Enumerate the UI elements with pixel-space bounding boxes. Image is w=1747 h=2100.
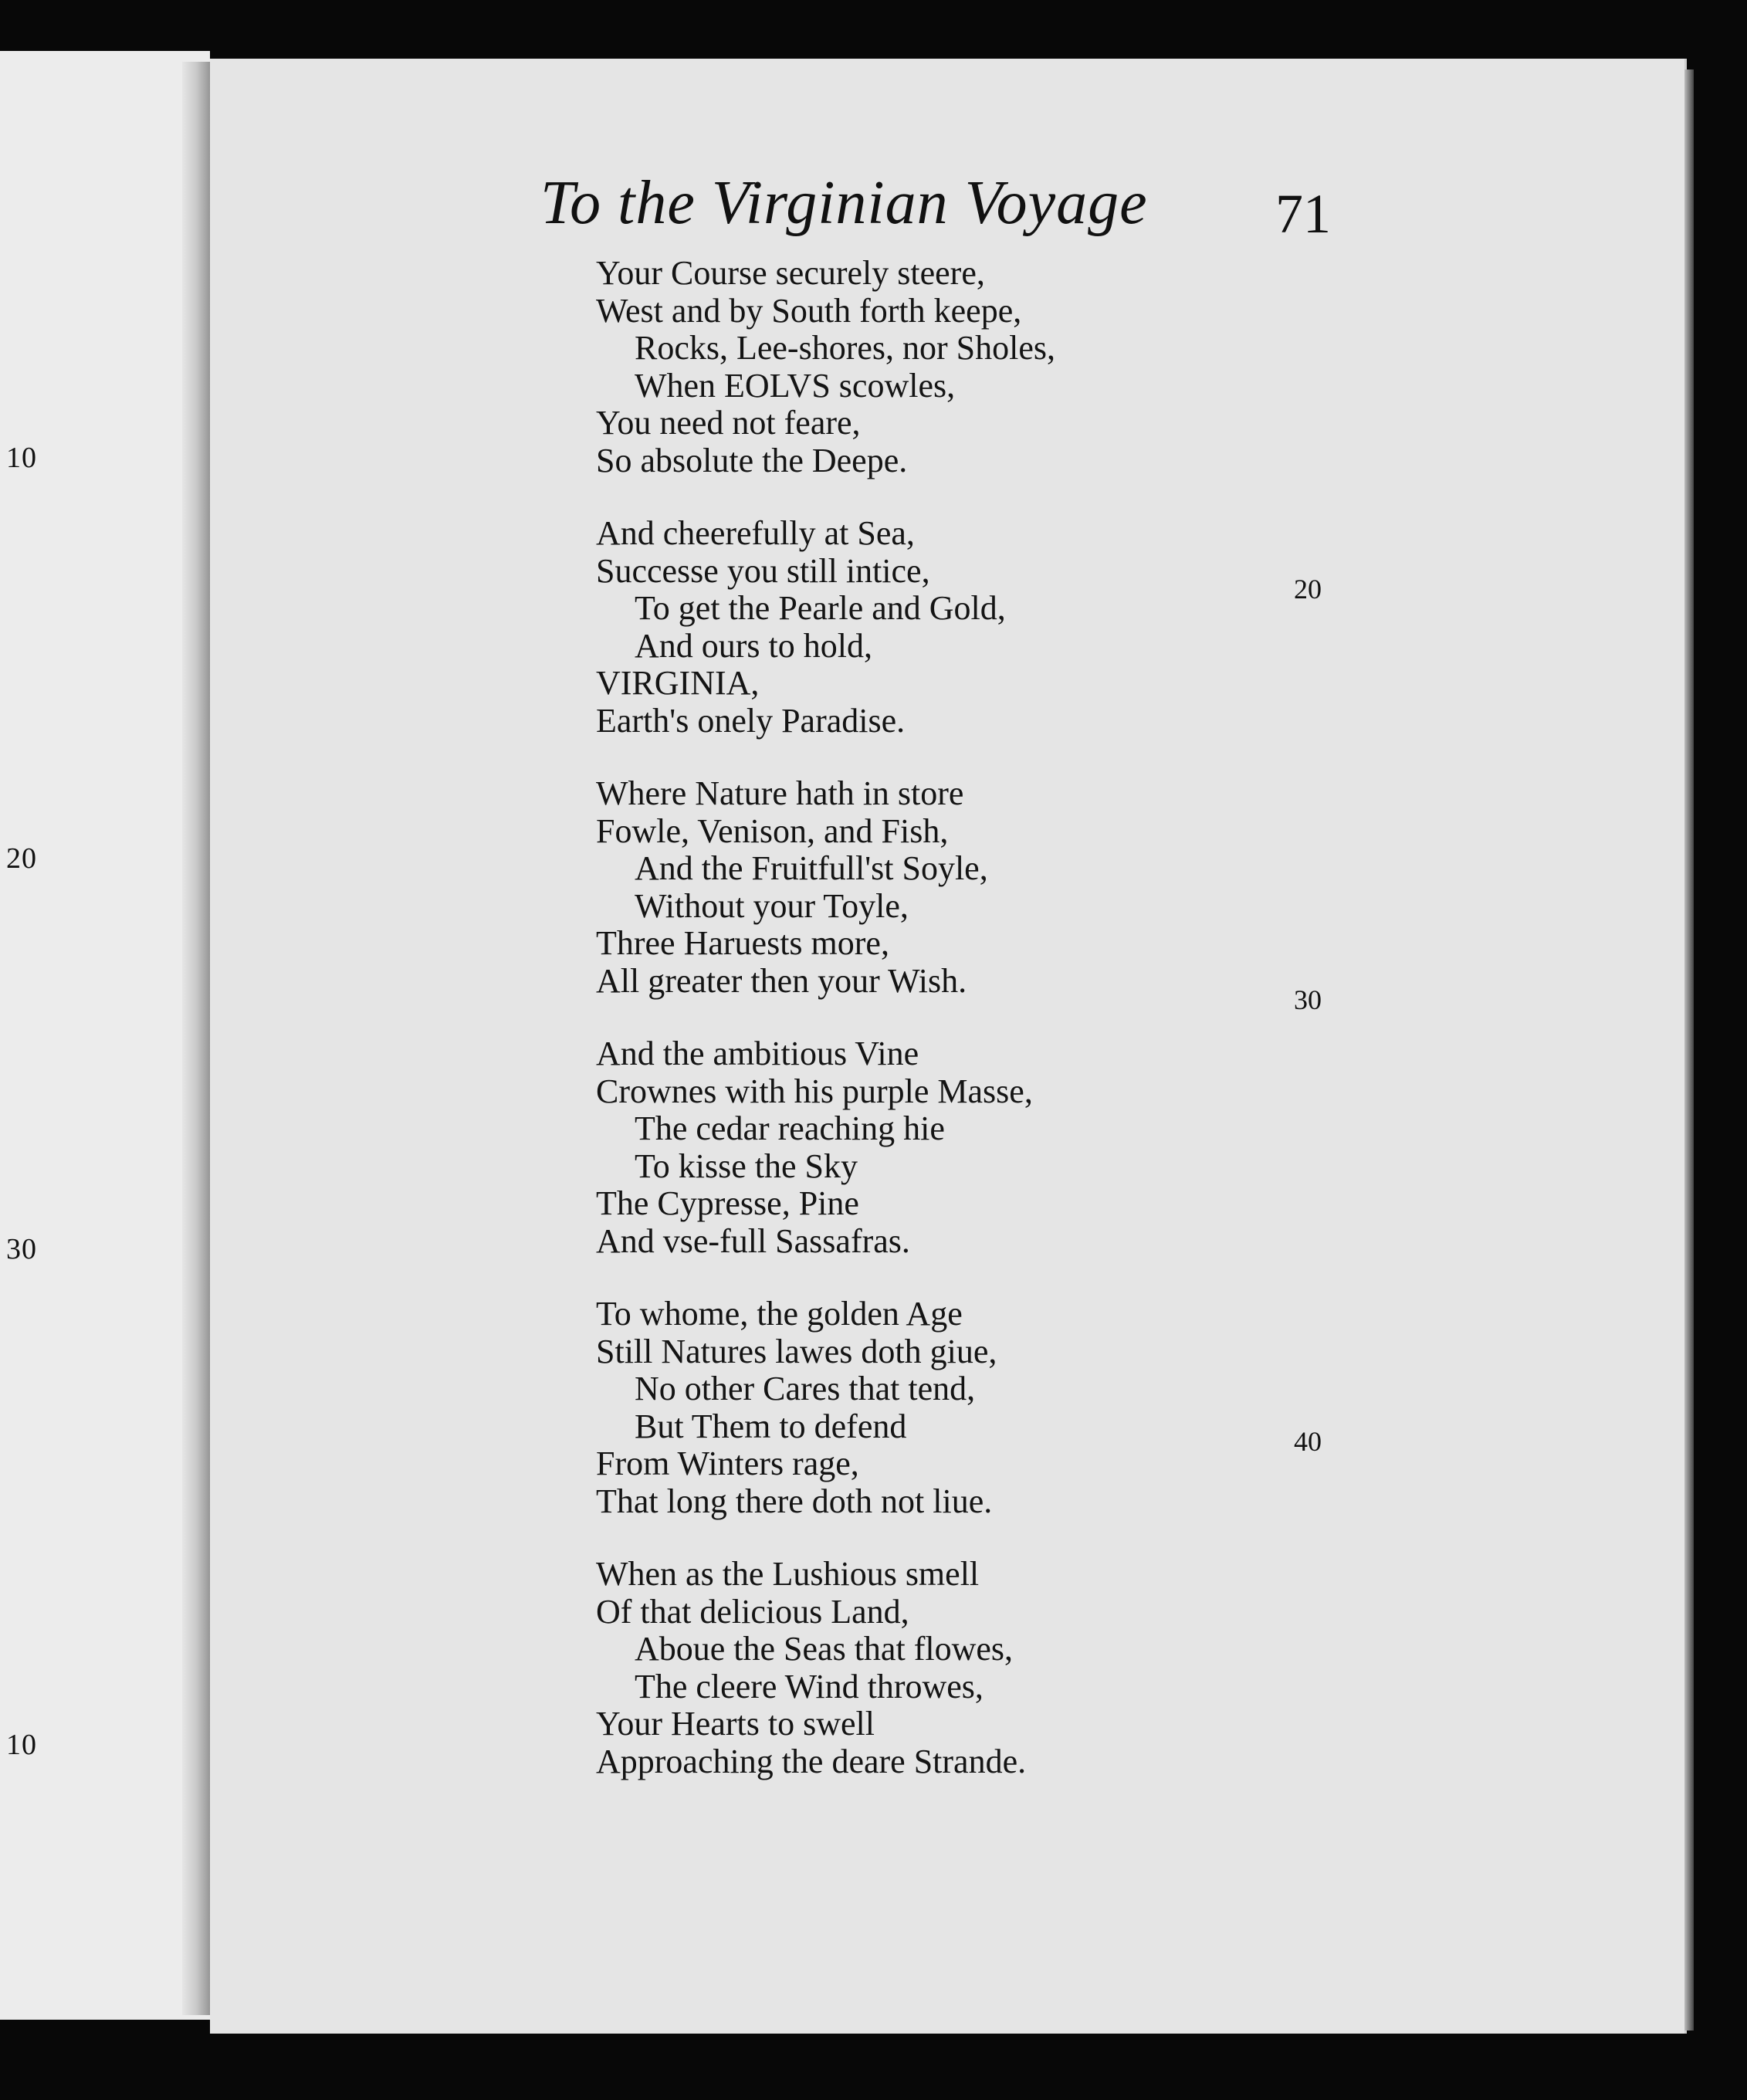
poem-line: The cleere Wind throwes, bbox=[635, 1667, 984, 1705]
left-page bbox=[0, 51, 210, 2020]
left-line-number: 10 bbox=[6, 1729, 37, 1761]
poem-line: The Cypresse, Pine bbox=[596, 1184, 859, 1222]
poem-line: Crownes with his purple Masse, bbox=[596, 1072, 1033, 1110]
poem-line: VIRGINIA, bbox=[596, 664, 760, 702]
poem-line: Earth's onely Paradise. bbox=[596, 701, 906, 740]
line-number-marker: 40 bbox=[1294, 1426, 1322, 1457]
poem-line: All greater then your Wish. bbox=[596, 961, 967, 1000]
stanza bbox=[596, 1556, 1291, 1780]
poem-line: And vse-full Sassafras. bbox=[596, 1221, 910, 1260]
poem-line: That long there doth not liue. bbox=[596, 1482, 993, 1520]
poem-line: To get the Pearle and Gold, bbox=[635, 589, 1006, 627]
poem-line: And the ambitious Vine bbox=[596, 1035, 919, 1072]
poem-line: Your Course securely steere, bbox=[596, 254, 985, 292]
stanza bbox=[596, 1035, 1291, 1260]
poem-line: Where Nature hath in store bbox=[596, 774, 964, 812]
poem-line: No other Cares that tend, bbox=[635, 1370, 976, 1407]
poem-line: And the Fruitfull'st Soyle, bbox=[635, 849, 988, 887]
poem-body bbox=[596, 255, 1291, 1816]
poem-line: When as the Lushious smell bbox=[596, 1555, 980, 1593]
poem-line: And ours to hold, bbox=[635, 626, 872, 665]
left-line-number: 30 bbox=[6, 1233, 37, 1265]
poem-line: Still Natures lawes doth giue, bbox=[596, 1332, 997, 1370]
poem-line: Rocks, Lee-shores, nor Sholes, bbox=[635, 329, 1056, 367]
poem-line: The cedar reaching hie bbox=[635, 1109, 945, 1147]
page-number: 71 bbox=[1275, 183, 1331, 245]
stanza bbox=[596, 515, 1291, 740]
line-number-marker: 30 bbox=[1294, 984, 1322, 1015]
poem-line: Without your Toyle, bbox=[635, 886, 909, 925]
poem-line: Your Hearts to swell bbox=[596, 1705, 875, 1743]
poem-line: To whome, the golden Age bbox=[596, 1295, 963, 1333]
poem-line: To kisse the Sky bbox=[635, 1147, 858, 1185]
poem-line: And cheerefully at Sea, bbox=[596, 514, 915, 552]
poem-line: But Them to defend bbox=[635, 1407, 907, 1445]
poem-line: Of that delicious Land, bbox=[596, 1592, 909, 1631]
poem-line: You need not feare, bbox=[596, 404, 861, 442]
line-number-marker: 20 bbox=[1294, 574, 1322, 605]
poem-line: So absolute the Deepe. bbox=[596, 441, 908, 479]
poem-line: From Winters rage, bbox=[596, 1445, 859, 1482]
page-edge-shadow bbox=[1684, 69, 1694, 2031]
stanza bbox=[596, 1296, 1291, 1520]
stanza bbox=[596, 775, 1291, 1000]
poem-line: Successe you still intice, bbox=[596, 551, 930, 590]
page-title: To the Virginian Voyage bbox=[540, 169, 1148, 237]
left-line-number: 20 bbox=[6, 842, 37, 875]
left-line-number: 10 bbox=[6, 442, 37, 474]
poem-line: When EOLVS scowles, bbox=[635, 366, 956, 405]
poem-line: Three Haruests more, bbox=[596, 924, 889, 962]
stanza bbox=[596, 255, 1291, 479]
poem-line: Approaching the deare Strande. bbox=[596, 1742, 1027, 1780]
poem-line: Fowle, Venison, and Fish, bbox=[596, 811, 949, 850]
poem-line: Aboue the Seas that flowes, bbox=[635, 1630, 1013, 1668]
poem-line: West and by South forth keepe, bbox=[596, 291, 1022, 330]
